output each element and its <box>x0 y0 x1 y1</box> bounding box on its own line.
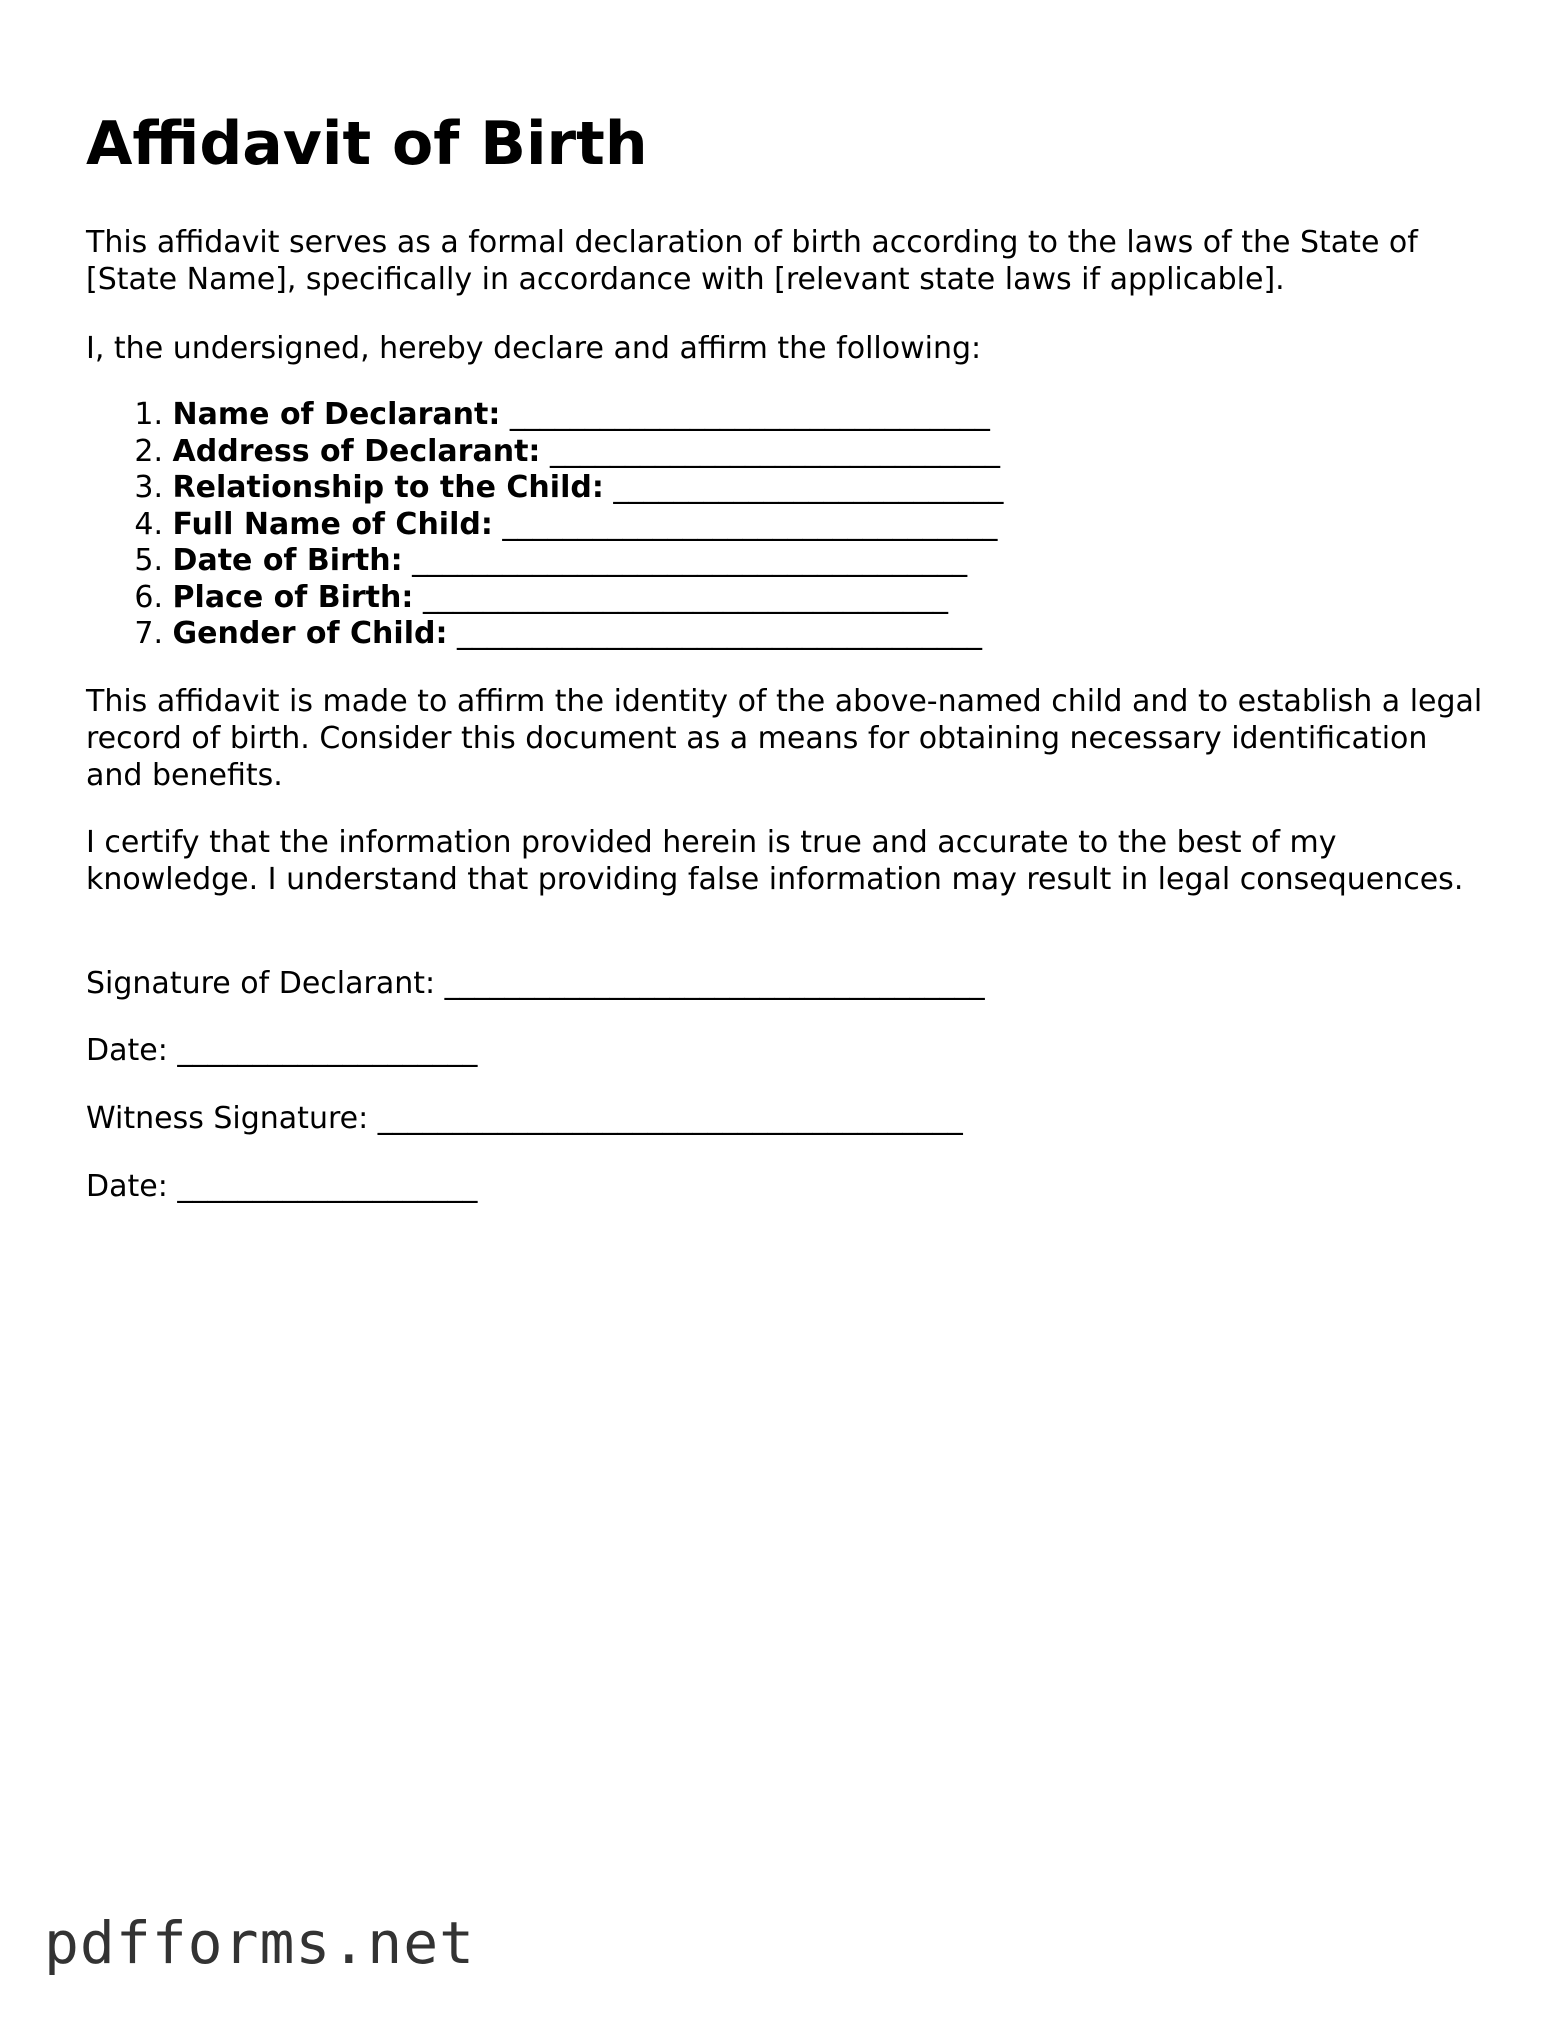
field-gender-of-child <box>86 616 1003 653</box>
field-label: Full Name of Child: <box>172 506 493 542</box>
witness-signature-line[interactable]: Witness Signature: _______________________________________ <box>86 1101 963 1136</box>
fill-in-line[interactable]: ________________________________ <box>509 397 990 432</box>
fill-in-line[interactable]: _________________________________ <box>502 506 998 542</box>
field-number: 5. <box>134 543 163 578</box>
field-name-of-declarant <box>86 397 1003 434</box>
field-label: Place of Birth: <box>172 579 414 615</box>
field-date-of-birth <box>86 543 1003 580</box>
field-number: 7. <box>134 616 163 651</box>
certification-paragraph: I certify that the information provided herein is true and accurate to the best of my knowledge. I understand that providing false information may result in legal consequences. <box>86 825 1464 897</box>
field-label: Relationship to the Child: <box>172 470 604 505</box>
field-label: Date of Birth: <box>172 543 403 578</box>
field-number: 1. <box>134 397 163 432</box>
field-number: 6. <box>134 579 163 615</box>
declarant-date-line[interactable]: Date: ____________________ <box>86 1033 478 1068</box>
purpose-paragraph: This affidavit is made to affirm the identity of the above-named child and to establish a legal record of birth. Consider this document as a means for obtaining necessary identification and benefits. <box>86 684 1483 793</box>
fill-in-line[interactable]: ______________________________ <box>549 433 1000 469</box>
fill-in-line[interactable]: _____________________________________ <box>412 543 968 578</box>
fill-in-line[interactable]: ___________________________________ <box>457 616 983 651</box>
field-address-of-declarant <box>86 434 1003 471</box>
declaration-fields-list <box>86 397 1003 653</box>
page-title: Affidavit of Birth <box>86 109 648 179</box>
intro-paragraph: This affidavit serves as a formal declaration of birth according to the laws of the State of [State Name], specifically in accordance with [relevant state laws if applicable]. <box>86 225 1418 297</box>
field-label: Address of Declarant: <box>172 433 541 469</box>
fill-in-line[interactable]: __________________________ <box>613 470 1004 505</box>
field-number: 3. <box>134 470 163 505</box>
field-number: 4. <box>134 506 163 542</box>
field-full-name-of-child <box>86 507 1003 544</box>
field-label: Gender of Child: <box>172 616 448 651</box>
fill-in-line[interactable]: ___________________________________ <box>422 579 948 615</box>
field-number: 2. <box>134 433 163 469</box>
declarant-signature-line[interactable]: Signature of Declarant: ____________________________________ <box>86 966 985 1001</box>
field-relationship-to-child <box>86 470 1003 507</box>
field-place-of-birth <box>86 580 1003 617</box>
declaration-statement: I, the undersigned, hereby declare and affirm the following: <box>86 331 982 366</box>
field-label: Name of Declarant: <box>172 397 501 432</box>
witness-date-line[interactable]: Date: ____________________ <box>86 1169 478 1204</box>
watermark-logo: pdfforms.net <box>44 1909 476 1977</box>
